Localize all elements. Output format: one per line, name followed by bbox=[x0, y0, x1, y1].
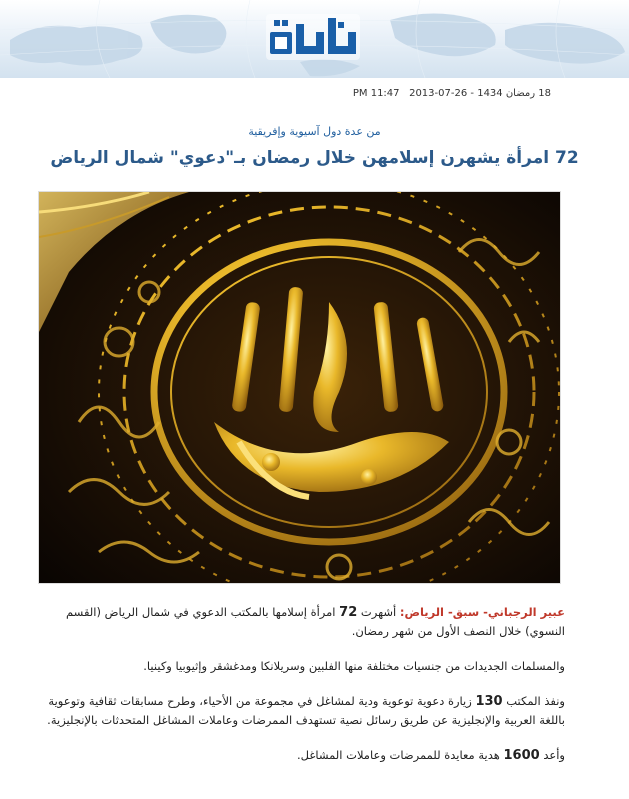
time: PM 11:47 bbox=[352, 88, 400, 99]
quran-cover-image bbox=[38, 191, 561, 584]
date-gregorian: 26-07-2013 bbox=[409, 88, 468, 99]
article-paragraph-2: والمسلمات الجديدات من جنسيات مختلفة منها الفلبين وسريلانكا ومدغشقر وإثيوبيا وكينيا. bbox=[143, 659, 565, 673]
article-title: 72 امرأة يشهرن إسلامهن خلال رمضان بـ"دعوي" شمال الرياض bbox=[50, 148, 579, 168]
article-paragraph-1: عبير الرجباني- سبق- الرياض: أشهرت 72 امرأة إسلامها بالمكتب الدعوي في شمال الرياض (القسم النسوي) خلال النصف الأول من شهر رمضان. bbox=[66, 605, 565, 638]
article-category[interactable]: من عدة دول آسيوية وإفريقية bbox=[248, 125, 381, 138]
site-header bbox=[0, 0, 629, 78]
article-paragraph-4: وأعد 1600 هدية معايدة للممرضات وعاملات المشاغل. bbox=[296, 748, 565, 763]
sabq-logo-icon[interactable] bbox=[264, 8, 362, 66]
article-paragraph-3: ونفذ المكتب 130 زيارة دعوية توعوية ودية لمشاغل في مجموعة من الأحياء، وطرح مسابقات ثقافية وتوعوية باللغة العربية والإنجليزية عن طريق رسائل نصية تستهدف الممرضات وعاملات المشاغل المتحدثات بالإنجليزية. bbox=[47, 694, 565, 727]
date-separator: - bbox=[470, 88, 475, 99]
article-dateline bbox=[353, 88, 551, 99]
date-hijri: 18 رمضان 1434 bbox=[477, 88, 551, 99]
byline: عبير الرجباني- سبق- الرياض: bbox=[399, 605, 565, 619]
article-body bbox=[40, 603, 565, 782]
